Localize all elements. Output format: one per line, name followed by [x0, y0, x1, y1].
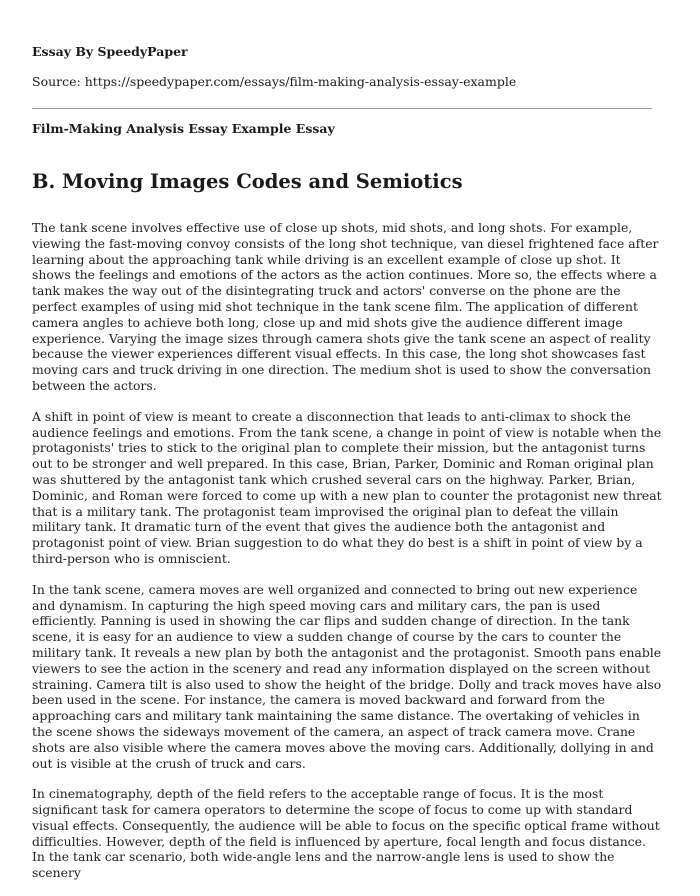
source-line: Source: https://speedypaper.com/essays/film-making-analysis-essay-example [32, 74, 517, 89]
paragraph: In cinematography, depth of the field refers to the acceptable range of focus. It is the most significant task for camera operators to determine the scope of focus to come up with standard visual effects. Consequently, the audience will be able to focus on the specific optical frame without difficulties. However, depth of the field is influenced by aperture, focal length and focus distance. In the tank car scenario, both wide-angle lens and the narrow-angle lens is used to show the scenery [32, 786, 660, 881]
paragraph: A shift in point of view is meant to create a disconnection that leads to anti-climax to shock the audience feelings and emotions. From the tank scene, a change in point of view is notable when the protagonists' tries to stick to the original plan to complete their mission, but the antagonist turns out to be stronger and well prepared. In this case, Brian, Parker, Dominic and Roman original plan was shuttered by the antagonist tank which crushed several cars on the highway. Parker, Brian, Dominic, and Roman were forced to come up with a new plan to counter the protagonist new threat that is a military tank. The protagonist team improvised the original plan to defeat the villain military tank. It dramatic turn of the event that gives the audience both the antagonist and protagonist point of view. Brian suggestion to do what they do best is a shift in point of view by a third-person who is omniscient. [32, 408, 662, 566]
section-heading: B. Moving Images Codes and Semiotics [32, 170, 463, 193]
paragraph: The tank scene involves effective use of close up shots, mid shots, and long shots. For example, viewing the fast-moving convoy consists of the long shot technique, van diesel frightened face after learning about the approaching tank while driving is an excellent example of close up shot. It shows the feelings and emotions of the actors as the action continues. More so, the effects where a tank makes the way out of the disintegrating truck and actors' converse on the phone are the perfect examples of using mid shot technique in the tank scene film. The application of different camera angles to achieve both long, close up and mid shots give the audience different image experience. Varying the image sizes through camera shots give the tank scene an aspect of reality because the viewer experiences different visual effects. In this case, the long shot showcases fast moving cars and truck driving in one direction. The medium shot is used to show the conversation between the actors. [32, 220, 659, 393]
header-divider [32, 108, 652, 109]
brand-title: Essay By SpeedyPaper [32, 44, 188, 59]
document-header [32, 44, 672, 90]
essay-body [32, 220, 662, 896]
essay-title: Film-Making Analysis Essay Example Essay [32, 121, 335, 136]
paragraph: In the tank scene, camera moves are well organized and connected to bring out new experience and dynamism. In capturing the high speed moving cars and military cars, the pan is used efficiently. Panning is used in showing the car flips and sudden change of direction. In the tank scene, it is easy for an audience to view a sudden change of course by the cars to counter the military tank. It reveals a new plan by both the antagonist and the protagonist. Smooth pans enable viewers to see the action in the scenery and read any information displayed on the screen without straining. Camera tilt is also used to show the height of the bridge. Dolly and track moves have also been used in the scene. For instance, the camera is moved backward and forward from the approaching cars and military tank maintaining the same distance. The overtaking of vehicles in the scene shows the sideways movement of the camera, an aspect of track camera move. Crane shots are also visible where the camera moves above the moving cars. Additionally, dollying in and out is visible at the crush of truck and cars. [32, 581, 662, 771]
